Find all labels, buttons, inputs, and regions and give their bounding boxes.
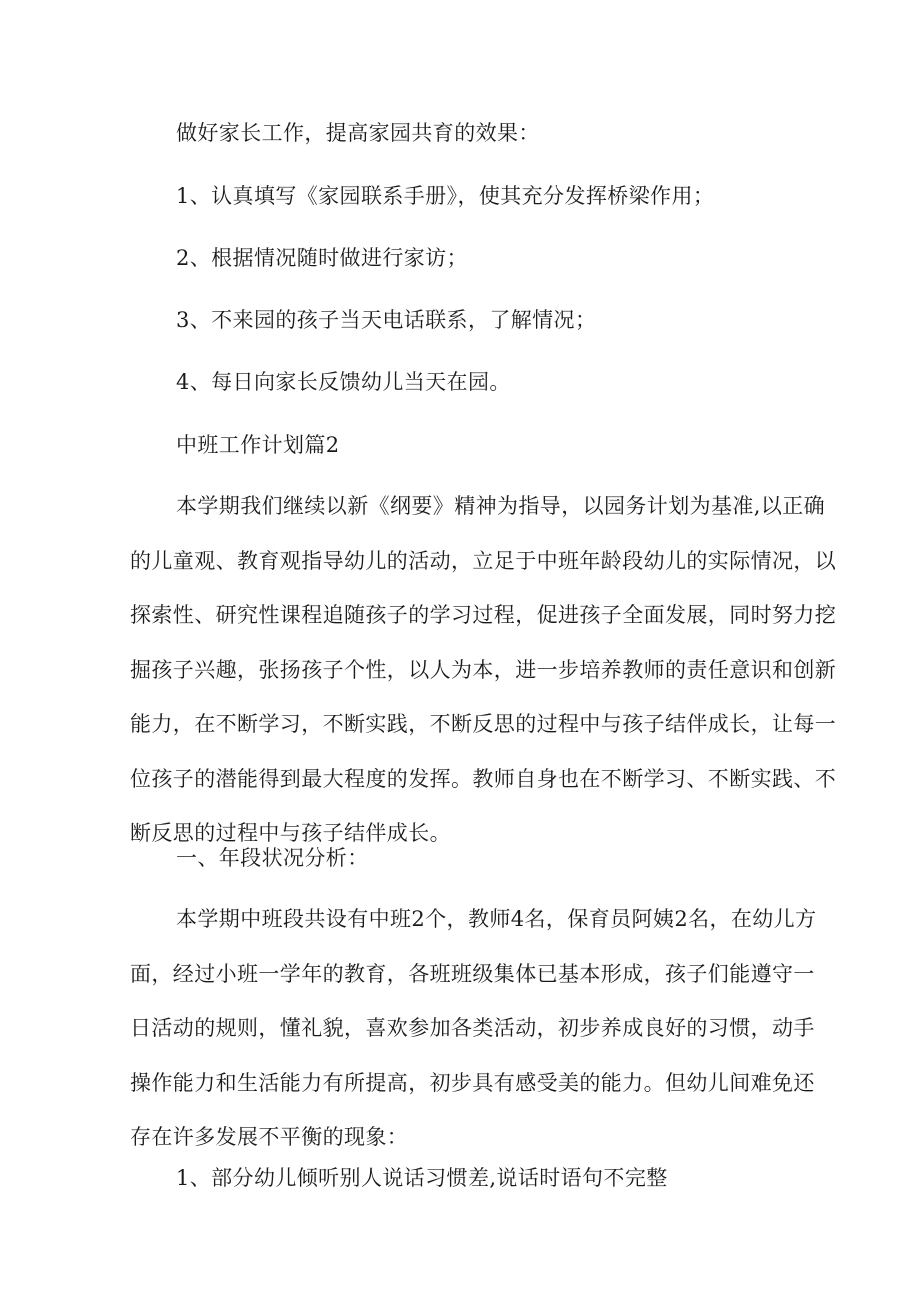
paragraph-line: 存在许多发展不平衡的现象： bbox=[130, 1125, 409, 1149]
analysis-paragraph bbox=[130, 904, 817, 1177]
paragraph-line: 面，经过小班一学年的教育，各班班级集体已基本形成，孩子们能遵守一 bbox=[130, 961, 815, 986]
intro-paragraph bbox=[130, 491, 837, 873]
paragraph-line: 探索性、研究性课程追随孩子的学习过程，促进孩子全面发展，同时努力挖 bbox=[130, 603, 837, 627]
paragraph-line: 的儿童观、教育观指导幼儿的活动，立足于中班年龄段幼儿的实际情况，以 bbox=[130, 548, 837, 573]
paragraph-line: 操作能力和生活能力有所提高，初步具有感受美的能力。但幼儿间难免还 bbox=[130, 1070, 815, 1095]
list-item: 1、认真填写《家园联系手册》，使其充分发挥桥梁作用； bbox=[176, 184, 715, 208]
section-heading: 一、年段状况分析： bbox=[176, 846, 369, 870]
list-item: 3、不来园的孩子当天电话联系，了解情况； bbox=[176, 308, 597, 332]
paragraph-line: 能力，在不断学习，不断实践，不断反思的过程中与孩子结伴成长，让每一 bbox=[130, 712, 837, 736]
paragraph-line: 掘孩子兴趣，张扬孩子个性，以人为本，进一步培养教师的责任意识和创新 bbox=[130, 657, 837, 682]
paragraph-line: 日活动的规则，懂礼貌，喜欢参加各类活动，初步养成良好的习惯，动手 bbox=[130, 1016, 815, 1040]
list-item: 4、每日向家长反馈幼儿当天在园。 bbox=[176, 370, 511, 394]
list-item: 2、根据情况随时做进行家访； bbox=[176, 246, 468, 270]
list-item: 1、部分幼儿倾听别人说话习惯差,说话时语句不完整 bbox=[176, 1166, 668, 1190]
paragraph-line: 本学期我们继续以新《纲要》精神为指导，以园务计划为基准,以正确 bbox=[176, 494, 826, 518]
paragraph-line: 断反思的过程中与孩子结伴成长。 bbox=[130, 821, 451, 845]
section-title: 中班工作计划篇2 bbox=[176, 433, 340, 457]
paragraph-line: 位孩子的潜能得到最大程度的发挥。教师自身也在不断学习、不断实践、不 bbox=[130, 766, 837, 791]
paragraph-line: 本学期中班段共设有中班2个，教师4名，保育员阿姨2名，在幼儿方 bbox=[176, 907, 817, 931]
section1-intro: 做好家长工作，提高家园共育的效果： bbox=[176, 121, 540, 145]
